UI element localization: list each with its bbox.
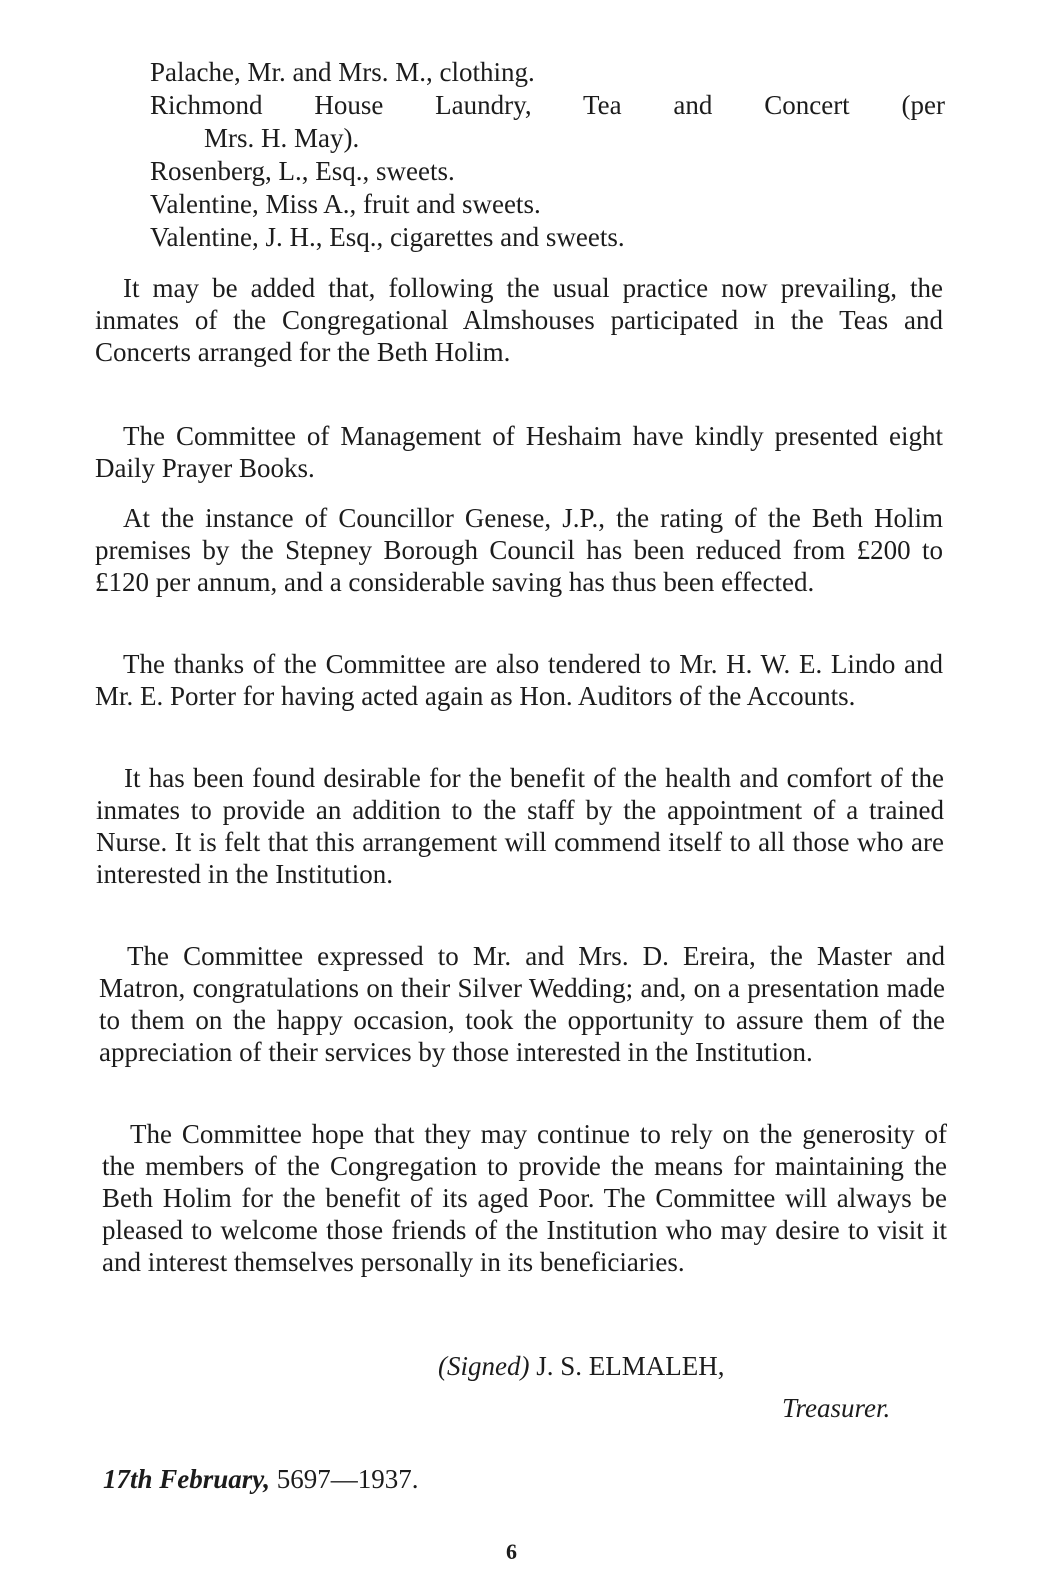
- donor-entry: Rosenberg, L., Esq., sweets.: [150, 156, 455, 186]
- date-years: 5697—1937.: [276, 1464, 419, 1494]
- signatory-name: J. S. ELMALEH,: [536, 1351, 725, 1381]
- paragraph-prayer-books: The Committee of Management of Heshaim have kindly presented eight Daily Prayer Books.: [95, 421, 943, 483]
- paragraph-appeal: The Committee hope that they may continue to rely on the generosity of the members of the Congregation to provide the means for maintaining the Beth Holim for the benefit of its aged Poor. The Committee will always be pleased to welcome those friends of the Institution who may desire to visit it and interest themselves personally in its beneficiaries.: [102, 1119, 947, 1277]
- donor-entry-continuation: Mrs. H. May).: [204, 123, 360, 153]
- signatory-title: Treasurer.: [782, 1393, 891, 1423]
- donor-list: [150, 56, 945, 254]
- donor-entry: Valentine, Miss A., fruit and sweets.: [150, 189, 541, 219]
- document-date: [103, 1462, 419, 1496]
- paragraph-almshouses: It may be added that, following the usual practice now prevailing, the inmates of the Congregational Almshouses participated in the Teas and Concerts arranged for the Beth Holim.: [95, 273, 943, 367]
- donor-entry: Richmond House Laundry, Tea and Concert (per: [150, 90, 945, 120]
- paragraph-rating: At the instance of Councillor Genese, J.P., the rating of the Beth Holim premises by the Stepney Borough Council has been reduced from £200 to £120 per annum, and a considerable saving has thus been effected.: [95, 503, 943, 597]
- paragraph-nurse: It has been found desirable for the benefit of the health and comfort of the inmates to provide an addition to the staff by the appointment of a trained Nurse. It is felt that this arrangement will commend itself to all those who are interested in the Institution.: [96, 763, 944, 889]
- signature-line: [438, 1349, 724, 1383]
- donor-entry: Palache, Mr. and Mrs. M., clothing.: [150, 57, 535, 87]
- date-day-month: 17th February,: [103, 1464, 271, 1494]
- paragraph-auditors: The thanks of the Committee are also tendered to Mr. H. W. E. Lindo and Mr. E. Porter for having acted again as Hon. Auditors of the Accounts.: [95, 649, 943, 711]
- page-number: 6: [506, 1539, 517, 1564]
- signed-label: (Signed): [438, 1351, 530, 1381]
- donor-entry: Valentine, J. H., Esq., cigarettes and sweets.: [150, 222, 625, 252]
- paragraph-silver-wedding: The Committee expressed to Mr. and Mrs. D. Ereira, the Master and Matron, congratulations on their Silver Wedding; and, on a presentation made to them on the happy occasion, took the opportunity to assure them of the appreciation of their services by those interested in the Institution.: [99, 941, 945, 1067]
